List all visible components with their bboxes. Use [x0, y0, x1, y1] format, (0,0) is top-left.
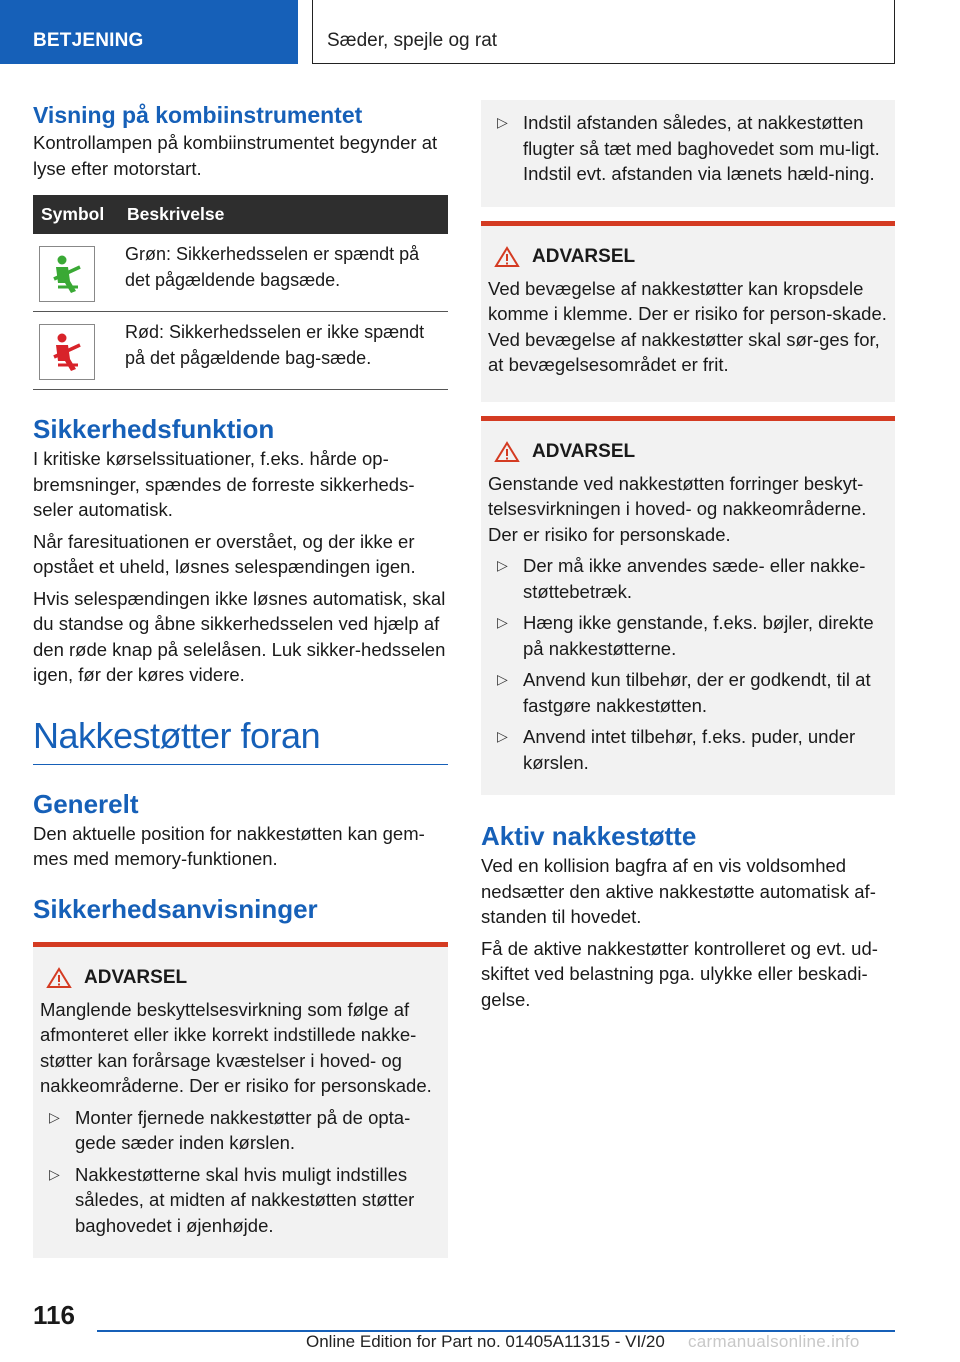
- symbol-table: [33, 195, 448, 390]
- bullet-triangle-icon: ▷: [49, 1165, 60, 1182]
- sikkerhedsanvisninger-heading: Sikkerhedsanvisninger: [33, 893, 318, 924]
- warning-triangle-icon: [494, 246, 520, 268]
- seatbelt-green-icon: [39, 246, 95, 302]
- aktiv-nakkestotte-heading: Aktiv nakkestøtte: [481, 821, 697, 851]
- warning-triangle-icon: [46, 967, 72, 989]
- table-cell-description: Grøn: Sikkerhedsselen er spændt på det pågældende bagsæde.: [119, 234, 448, 312]
- aktiv-paragraph-1: Ved en kollision bagfra af en vis voldsomhed nedsætter den aktive nakkestøtte automatisk af-standen til hovedet.: [481, 855, 876, 927]
- right-column: [481, 100, 895, 1012]
- warning-text: Ved bevægelse af nakkestøtter kan kropsdele komme i klemme. Der er risiko for person-skade. Ved bevægelse af nakkestøtter skal sør-ges for, at bevægelsesområdet er frit.: [488, 277, 887, 375]
- visning-heading: Visning på kombiinstrumentet: [33, 102, 363, 128]
- footer-watermark: carmanualsonline.info: [688, 1332, 860, 1351]
- bullet-triangle-icon: ▷: [497, 557, 508, 573]
- left-column: [33, 100, 448, 1258]
- sikkerhed-paragraph-3: Hvis selespændingen ikke løsnes automatisk, skal du standse og åbne sikkerhedsselen ved hjælp af den røde knap på selelåsen. Luk sikker-hedsselen igen, før der køres videre.: [33, 587, 446, 685]
- list-item: ▷ Anvend kun tilbehør, der er godkendt, til at fastgøre nakkestøtten.: [497, 669, 871, 716]
- bullet-triangle-icon: ▷: [497, 614, 508, 630]
- seatbelt-red-icon: [39, 324, 95, 380]
- list-item: ▷ Hæng ikke genstande, f.eks. bøjler, direkte på nakkestøtterne.: [497, 612, 874, 659]
- sikkerhedsfunktion-heading: Sikkerhedsfunktion: [33, 414, 275, 444]
- warning-box: [481, 221, 895, 402]
- sikkerhed-paragraph-1: I kritiske kørselssituationer, f.eks. hårde op-bremsninger, spændes de forreste sikkerheds-seler automatisk.: [33, 448, 415, 520]
- warning-title: ADVARSEL: [532, 245, 636, 267]
- nakkestotter-heading: Nakkestøtter foran: [33, 714, 448, 765]
- list-item: ▷ Der må ikke anvendes sæde- eller nakke-støttebetræk.: [497, 555, 866, 602]
- bullet-triangle-icon: ▷: [497, 728, 508, 744]
- warning-triangle-icon: [494, 441, 520, 463]
- table-row: [33, 234, 448, 312]
- warning-box: [481, 416, 895, 796]
- table-cell-description: Rød: Sikkerhedsselen er ikke spændt på det pågældende bag-sæde.: [119, 312, 448, 390]
- warning-box: [33, 942, 448, 1259]
- bullet-triangle-icon: ▷: [49, 1108, 60, 1125]
- table-header-symbol: Symbol: [33, 195, 119, 234]
- warning-text: Genstande ved nakkestøtten forringer beskyt-telsesvirkningen i hoved- og nakkeområderne. Der er risiko for personskade.: [488, 472, 867, 545]
- list-item: ▷ Anvend intet tilbehør, f.eks. puder, under kørslen.: [497, 726, 856, 773]
- header-chapter-title: Sæder, spejle og rat: [312, 0, 895, 64]
- visning-text: Kontrollampen på kombiinstrumentet begynder at lyse efter motorstart.: [33, 132, 438, 179]
- sikkerhed-paragraph-2: Når faresituationen er overstået, og der ikke er opstået et uheld, løsnes selespændingen igen.: [33, 530, 416, 577]
- bullet-triangle-icon: ▷: [497, 114, 508, 130]
- header-section-label: BETJENING: [0, 0, 298, 64]
- continued-warning-box: [481, 100, 895, 207]
- bullet-triangle-icon: ▷: [497, 671, 508, 687]
- footer-edition: Online Edition for Part no. 01405A11315 - VI/20: [306, 1332, 665, 1351]
- list-item: ▷ Nakkestøtterne skal hvis muligt indstilles således, at midten af nakkestøtten støtter baghovedet i øjenhøjde.: [49, 1163, 415, 1236]
- page-number: 116: [33, 1300, 75, 1330]
- warning-title: ADVARSEL: [532, 440, 636, 462]
- aktiv-paragraph-2: Få de aktive nakkestøtter kontrolleret og evt. ud-skiftet ved belastning pga. ulykke eller beskadi-gelse.: [481, 937, 878, 1010]
- generelt-text: Den aktuelle position for nakkestøtten kan gem-mes med memory-funktionen.: [33, 822, 425, 869]
- warning-text: Manglende beskyttelsesvirkning som følge af afmonteret eller ikke korrekt indstillede nakke-støtter kan forårsage kvæstelser i hoved- og nakkeområderne. Der er risiko for personskade.: [40, 998, 432, 1096]
- list-item: ▷ Indstil afstanden således, at nakkestøtten flugter så tæt med baghovedet som mu-ligt. Indstil evt. afstanden via lænets hæld-ning.: [497, 112, 880, 184]
- warning-title: ADVARSEL: [84, 966, 188, 988]
- list-item: ▷ Monter fjernede nakkestøtter på de opta-gede sæder inden kørslen.: [49, 1106, 411, 1153]
- table-header-description: Beskrivelse: [119, 195, 448, 234]
- generelt-heading: Generelt: [33, 788, 139, 819]
- table-row: [33, 312, 448, 390]
